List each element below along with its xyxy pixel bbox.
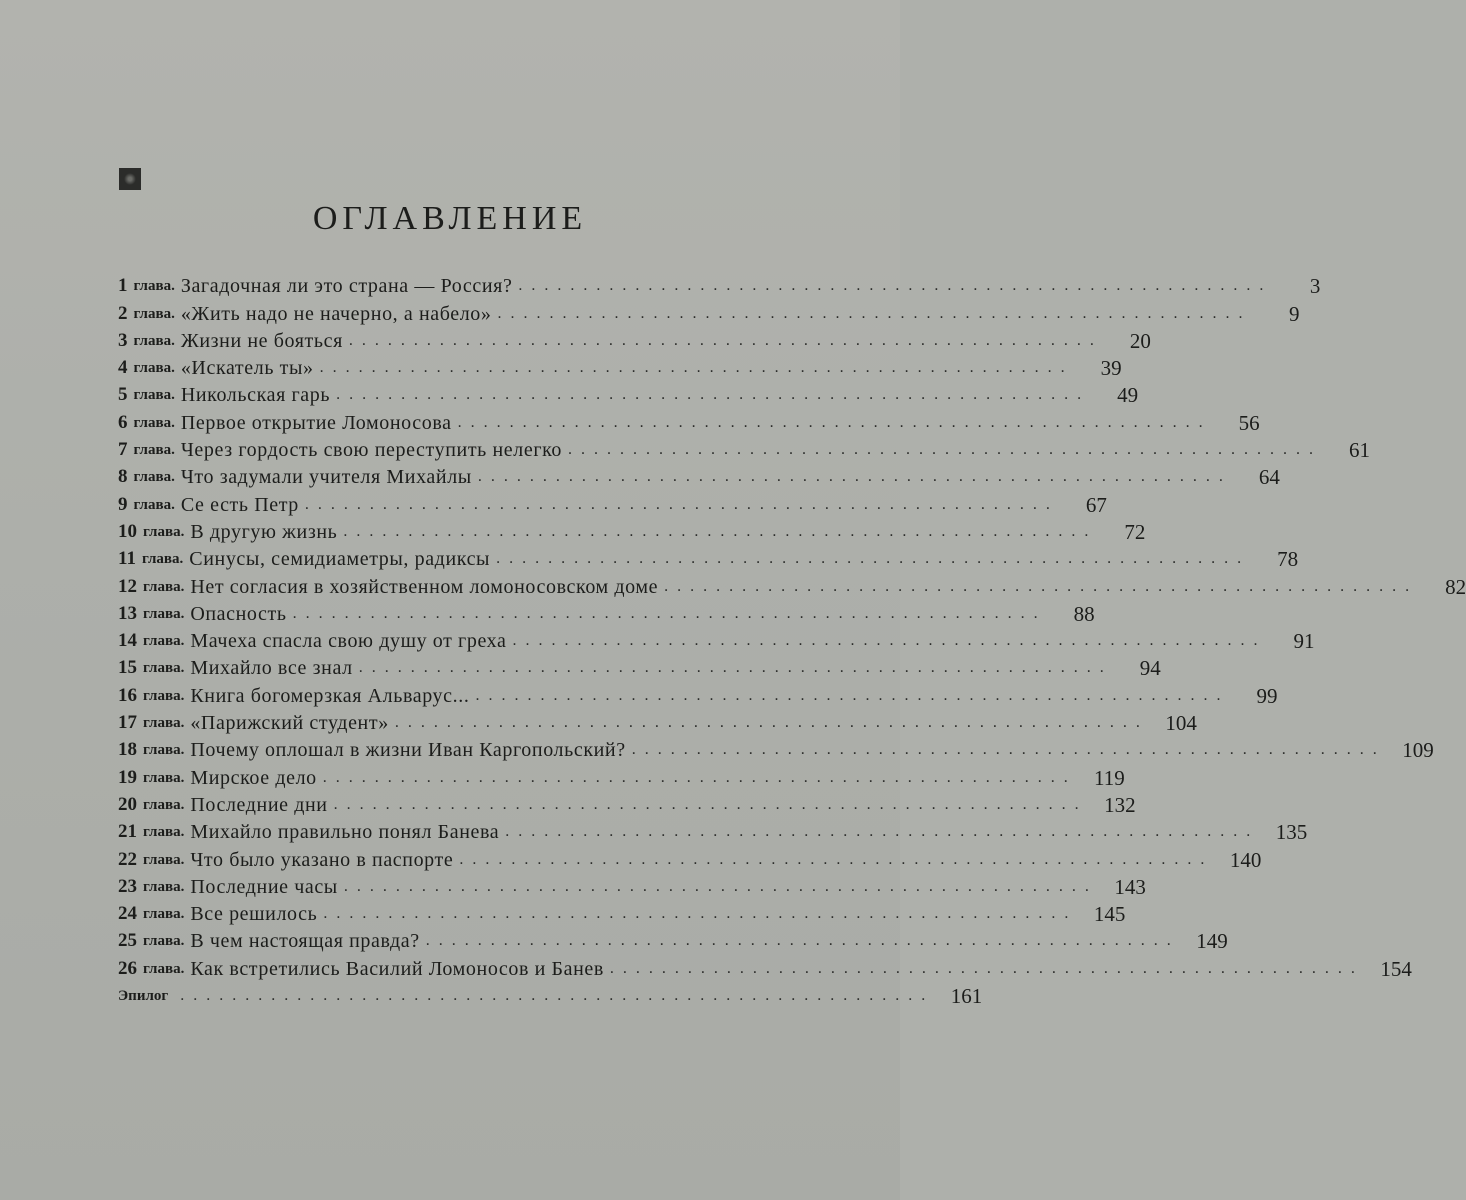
chapter-number: 23 [118, 875, 137, 897]
chapter-title: Се есть Петр [180, 493, 299, 516]
page-number: 143 [1114, 874, 1146, 899]
chapter-label: глава. [143, 851, 185, 868]
chapter-label: глава. [133, 496, 175, 513]
chapter-title: Книга богомерзкая Альварус... [190, 684, 470, 707]
toc-row [118, 816, 1308, 845]
chapter-title: «Парижский студент» [190, 712, 389, 735]
chapter-title: Первое открытие Ломоносова [180, 411, 452, 434]
chapter-number: 26 [118, 957, 137, 979]
page-number: 3 [1309, 274, 1321, 299]
chapter-label: глава. [143, 578, 185, 595]
epilog-label: Эпилог [118, 988, 169, 1005]
chapter-label: глава. [143, 769, 185, 786]
chapter-number: 7 [118, 439, 128, 461]
leader-dots: .......................................................... [664, 577, 1419, 595]
chapter-label: глава. [143, 742, 185, 759]
chapter-label: глава. [143, 960, 185, 977]
chapter-number: 17 [118, 712, 137, 734]
toc-row [118, 488, 1107, 517]
toc-row [118, 434, 1371, 463]
page-number: 61 [1349, 438, 1371, 463]
chapter-label: глава. [133, 305, 175, 322]
chapter-number: 16 [118, 684, 137, 706]
page-number: 132 [1104, 792, 1136, 817]
chapter-label: глава. [133, 469, 175, 486]
page-number: 91 [1293, 629, 1315, 654]
chapter-title: Мачеха спасла свою душу от греха [190, 630, 507, 653]
chapter-label: глава. [133, 332, 175, 349]
chapter-title: Последние дни [190, 793, 328, 816]
page-number: 99 [1256, 683, 1278, 708]
chapter-title: Никольская гарь [180, 384, 331, 407]
toc-row [118, 543, 1299, 572]
leader-dots: .......................................................... [336, 386, 1091, 404]
chapter-label: глава. [133, 278, 175, 295]
table-of-contents [118, 270, 1466, 1009]
leader-dots: .......................................................... [631, 741, 1386, 759]
page-number: 135 [1275, 820, 1308, 845]
chapter-number: 20 [118, 793, 137, 815]
chapter-number: 21 [118, 821, 137, 843]
chapter-label: глава. [143, 796, 185, 813]
chapter-number: 18 [118, 739, 137, 761]
page-number: 88 [1073, 601, 1095, 626]
leader-dots: .......................................................... [457, 413, 1212, 431]
toc-row [118, 925, 1228, 954]
leader-dots: .......................................................... [394, 714, 1149, 732]
page-number: 82 [1445, 574, 1466, 599]
page-number: 20 [1129, 328, 1151, 353]
toc-row [118, 352, 1122, 381]
chapter-label: глава. [143, 906, 185, 923]
page-number: 104 [1165, 711, 1197, 736]
page-number: 67 [1085, 492, 1107, 517]
page-number: 78 [1277, 547, 1299, 572]
toc-row [118, 625, 1315, 654]
leader-dots: .......................................................... [609, 959, 1364, 977]
chapter-title: Михайло правильно понял Банева [190, 821, 500, 844]
toc-row [118, 406, 1260, 435]
toc-row [118, 898, 1126, 927]
toc-row [118, 652, 1161, 681]
chapter-title: Жизни не бояться [180, 329, 343, 352]
chapter-number: 5 [118, 384, 128, 406]
page-number: 39 [1100, 356, 1122, 381]
page-number: 161 [950, 984, 983, 1009]
chapter-label: глава. [133, 414, 175, 431]
chapter-title: Мирское дело [190, 766, 317, 789]
leader-dots: .......................................................... [518, 277, 1273, 295]
chapter-title: «Искатель ты» [180, 357, 314, 380]
leader-dots: .......................................................... [497, 304, 1252, 322]
chapter-label: глава. [133, 360, 175, 377]
leader-dots: .......................................................... [475, 686, 1230, 704]
chapter-title: Загадочная ли это страна — Россия? [180, 275, 513, 298]
leader-dots: .......................................................... [343, 522, 1098, 540]
toc-row [118, 707, 1197, 736]
page-number: 56 [1238, 410, 1260, 435]
chapter-title: «Жить надо не начерно, а набело» [180, 302, 492, 325]
toc-row [118, 952, 1412, 981]
chapter-label: глава. [143, 605, 185, 622]
chapter-number: 15 [118, 657, 137, 679]
leader-dots: .......................................................... [304, 495, 1059, 513]
chapter-label: глава. [143, 933, 185, 950]
toc-row [118, 598, 1095, 626]
leader-dots: .......................................................... [496, 550, 1251, 568]
toc-row [118, 789, 1136, 817]
chapter-number: 9 [118, 493, 128, 515]
page-number: 72 [1124, 519, 1146, 544]
toc-row [118, 734, 1434, 763]
leader-dots: .......................................................... [319, 359, 1074, 377]
chapter-title: Михайло все знал [190, 657, 353, 680]
leader-dots: .......................................................... [512, 632, 1267, 650]
leader-dots: .......................................................... [292, 604, 1047, 622]
toc-row [118, 871, 1146, 899]
chapter-title: В другую жизнь [190, 520, 338, 543]
chapter-label: глава. [143, 824, 185, 841]
chapter-label: глава. [143, 687, 185, 704]
toc-row [118, 570, 1466, 599]
chapter-number: 1 [118, 275, 128, 297]
chapter-number: 2 [118, 302, 128, 324]
chapter-label: глава. [143, 660, 185, 677]
chapter-number: 10 [118, 520, 137, 542]
chapter-number: 24 [118, 903, 137, 925]
leader-dots: .......................................................... [323, 905, 1078, 923]
chapter-label: глава. [143, 715, 185, 732]
toc-row [118, 761, 1125, 790]
chapter-title: Последние часы [190, 875, 338, 898]
page-number: 149 [1196, 929, 1228, 954]
page-number: 154 [1380, 956, 1412, 981]
toc-row [118, 297, 1300, 326]
chapter-number: 13 [118, 602, 137, 624]
chapter-number: 19 [118, 766, 137, 788]
leader-dots: .......................................................... [505, 823, 1260, 841]
chapter-number: 4 [118, 357, 128, 379]
chapter-number: 12 [118, 575, 137, 597]
chapter-label: глава. [133, 442, 175, 459]
chapter-title: В чем настоящая правда? [190, 930, 420, 953]
leader-dots: .......................................................... [333, 795, 1088, 813]
page-number: 109 [1402, 738, 1434, 763]
chapter-number: 22 [118, 848, 137, 870]
leader-dots: .......................................................... [358, 659, 1113, 677]
leader-dots: .......................................................... [568, 441, 1323, 459]
page-number: 94 [1139, 656, 1161, 681]
toc-row [118, 516, 1146, 544]
chapter-number: 8 [118, 466, 128, 488]
page-number: 145 [1093, 902, 1126, 927]
chapter-number: 3 [118, 329, 128, 351]
chapter-number: 14 [118, 630, 137, 652]
leader-dots: .......................................................... [425, 932, 1180, 950]
leader-dots: .......................................................... [180, 987, 935, 1005]
page-number: 119 [1094, 765, 1125, 790]
leader-dots: .......................................................... [459, 850, 1214, 868]
page-number: 49 [1117, 383, 1139, 408]
toc-row [118, 679, 1278, 708]
chapter-title: Синусы, семидиаметры, радиксы [189, 548, 491, 571]
chapter-title: Почему оплошал в жизни Иван Каргопольский? [190, 739, 626, 762]
page-number: 9 [1289, 301, 1300, 326]
chapter-label: глава. [143, 878, 185, 895]
page-number: 64 [1258, 465, 1280, 490]
leader-dots: .......................................................... [477, 468, 1232, 486]
chapter-label: глава. [141, 551, 184, 568]
ornament-icon [119, 168, 141, 190]
toc-row [118, 270, 1321, 299]
leader-dots: .......................................................... [322, 768, 1077, 786]
chapter-number: 11 [118, 548, 136, 570]
page-title: ОГЛАВЛЕНИЕ [312, 200, 588, 237]
chapter-title: Все решилось [190, 903, 318, 926]
chapter-label: глава. [143, 523, 185, 540]
toc-row [118, 843, 1262, 872]
chapter-label: глава. [143, 633, 185, 650]
leader-dots: .......................................................... [343, 877, 1098, 895]
page-number: 140 [1229, 847, 1262, 872]
toc-row [118, 379, 1139, 408]
toc-row-epilog [118, 980, 983, 1009]
chapter-title: Опасность [190, 602, 287, 625]
chapter-title: Через гордость свою переступить нелегко [180, 439, 563, 462]
chapter-label: глава. [133, 387, 175, 404]
toc-row [118, 325, 1151, 353]
chapter-title: Что было указано в паспорте [190, 848, 454, 871]
leader-dots: .......................................................... [348, 331, 1103, 349]
chapter-number: 25 [118, 930, 137, 952]
chapter-title: Что задумали учителя Михайлы [180, 466, 472, 489]
chapter-title: Как встретились Василий Ломоносов и Банев [190, 957, 604, 980]
chapter-title: Нет согласия в хозяйственном ломоносовском доме [190, 575, 659, 598]
toc-row [118, 461, 1280, 490]
chapter-number: 6 [118, 411, 128, 433]
